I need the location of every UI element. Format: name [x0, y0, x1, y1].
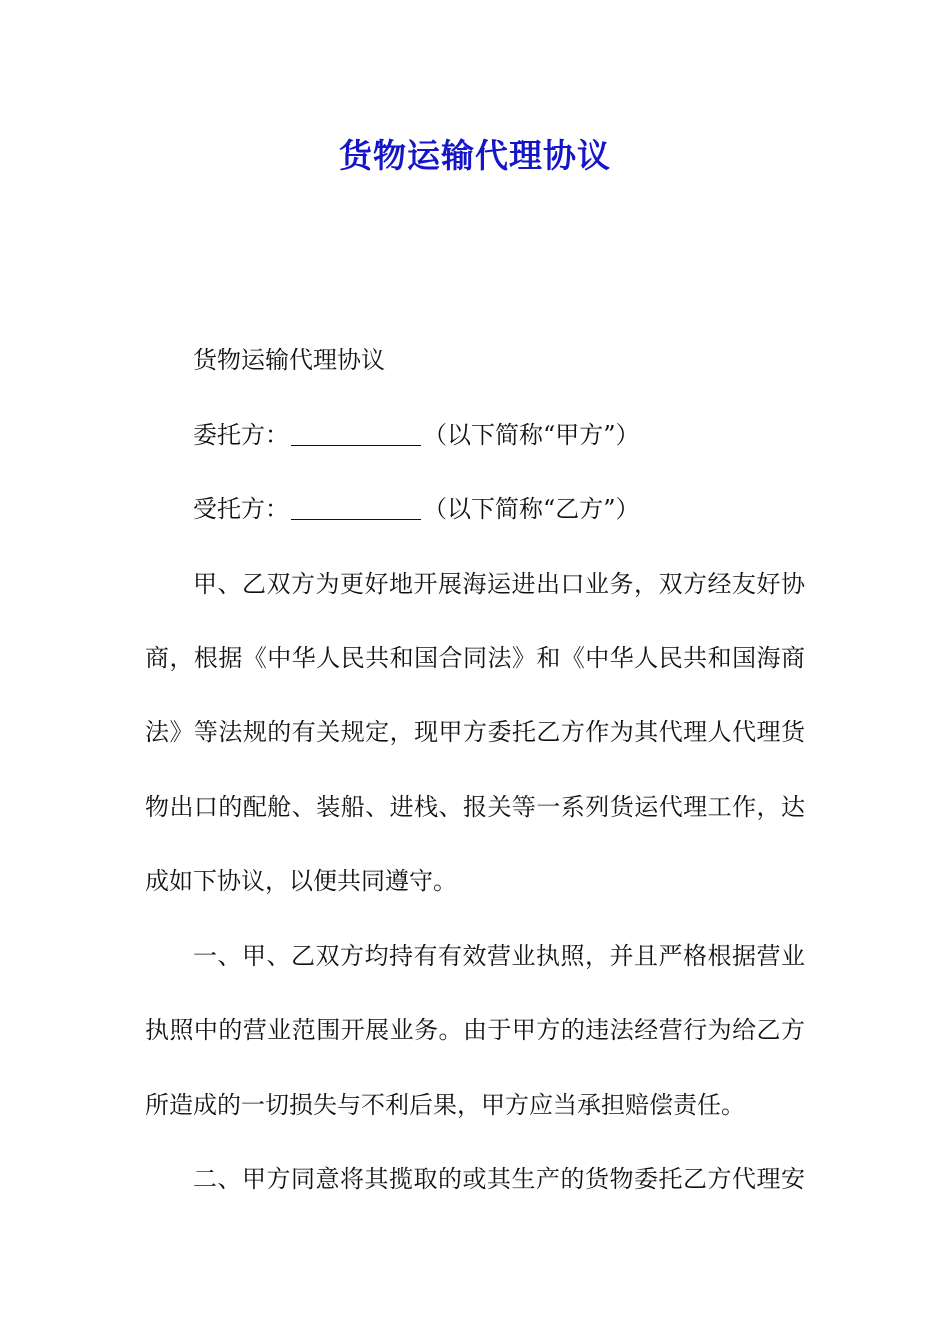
clause-line: 所造成的一切损失与不利后果，甲方应当承担赔偿责任。 [145, 1091, 745, 1119]
intro-line: 商，根据《中华人民共和国合同法》和《中华人民共和国海商 [145, 644, 805, 672]
agent-label: 受托方： [193, 495, 289, 523]
agreement-heading: 货物运输代理协议 [193, 346, 385, 374]
agent-party-line [193, 494, 640, 524]
client-party-line [193, 420, 640, 450]
client-note: （以下简称“甲方”） [423, 421, 640, 449]
intro-line: 甲、乙双方为更好地开展海运进出口业务，双方经友好协 [193, 570, 805, 598]
client-label: 委托方： [193, 421, 289, 449]
clause-line: 二、甲方同意将其揽取的或其生产的货物委托乙方代理安 [193, 1165, 805, 1193]
intro-line: 法》等法规的有关规定，现甲方委托乙方作为其代理人代理货 [145, 718, 805, 746]
clause-line: 一、甲、乙双方均持有有效营业执照，并且严格根据营业 [193, 942, 805, 970]
agent-note: （以下简称“乙方”） [423, 495, 640, 523]
intro-line: 成如下协议，以便共同遵守。 [145, 867, 457, 895]
agent-name-blank [291, 497, 421, 520]
client-name-blank [291, 423, 421, 446]
clause-line: 执照中的营业范围开展业务。由于甲方的违法经营行为给乙方 [145, 1016, 805, 1044]
document-title: 货物运输代理协议 [339, 136, 611, 175]
intro-line: 物出口的配舱、装船、进栈、报关等一系列货运代理工作，达 [145, 793, 805, 821]
